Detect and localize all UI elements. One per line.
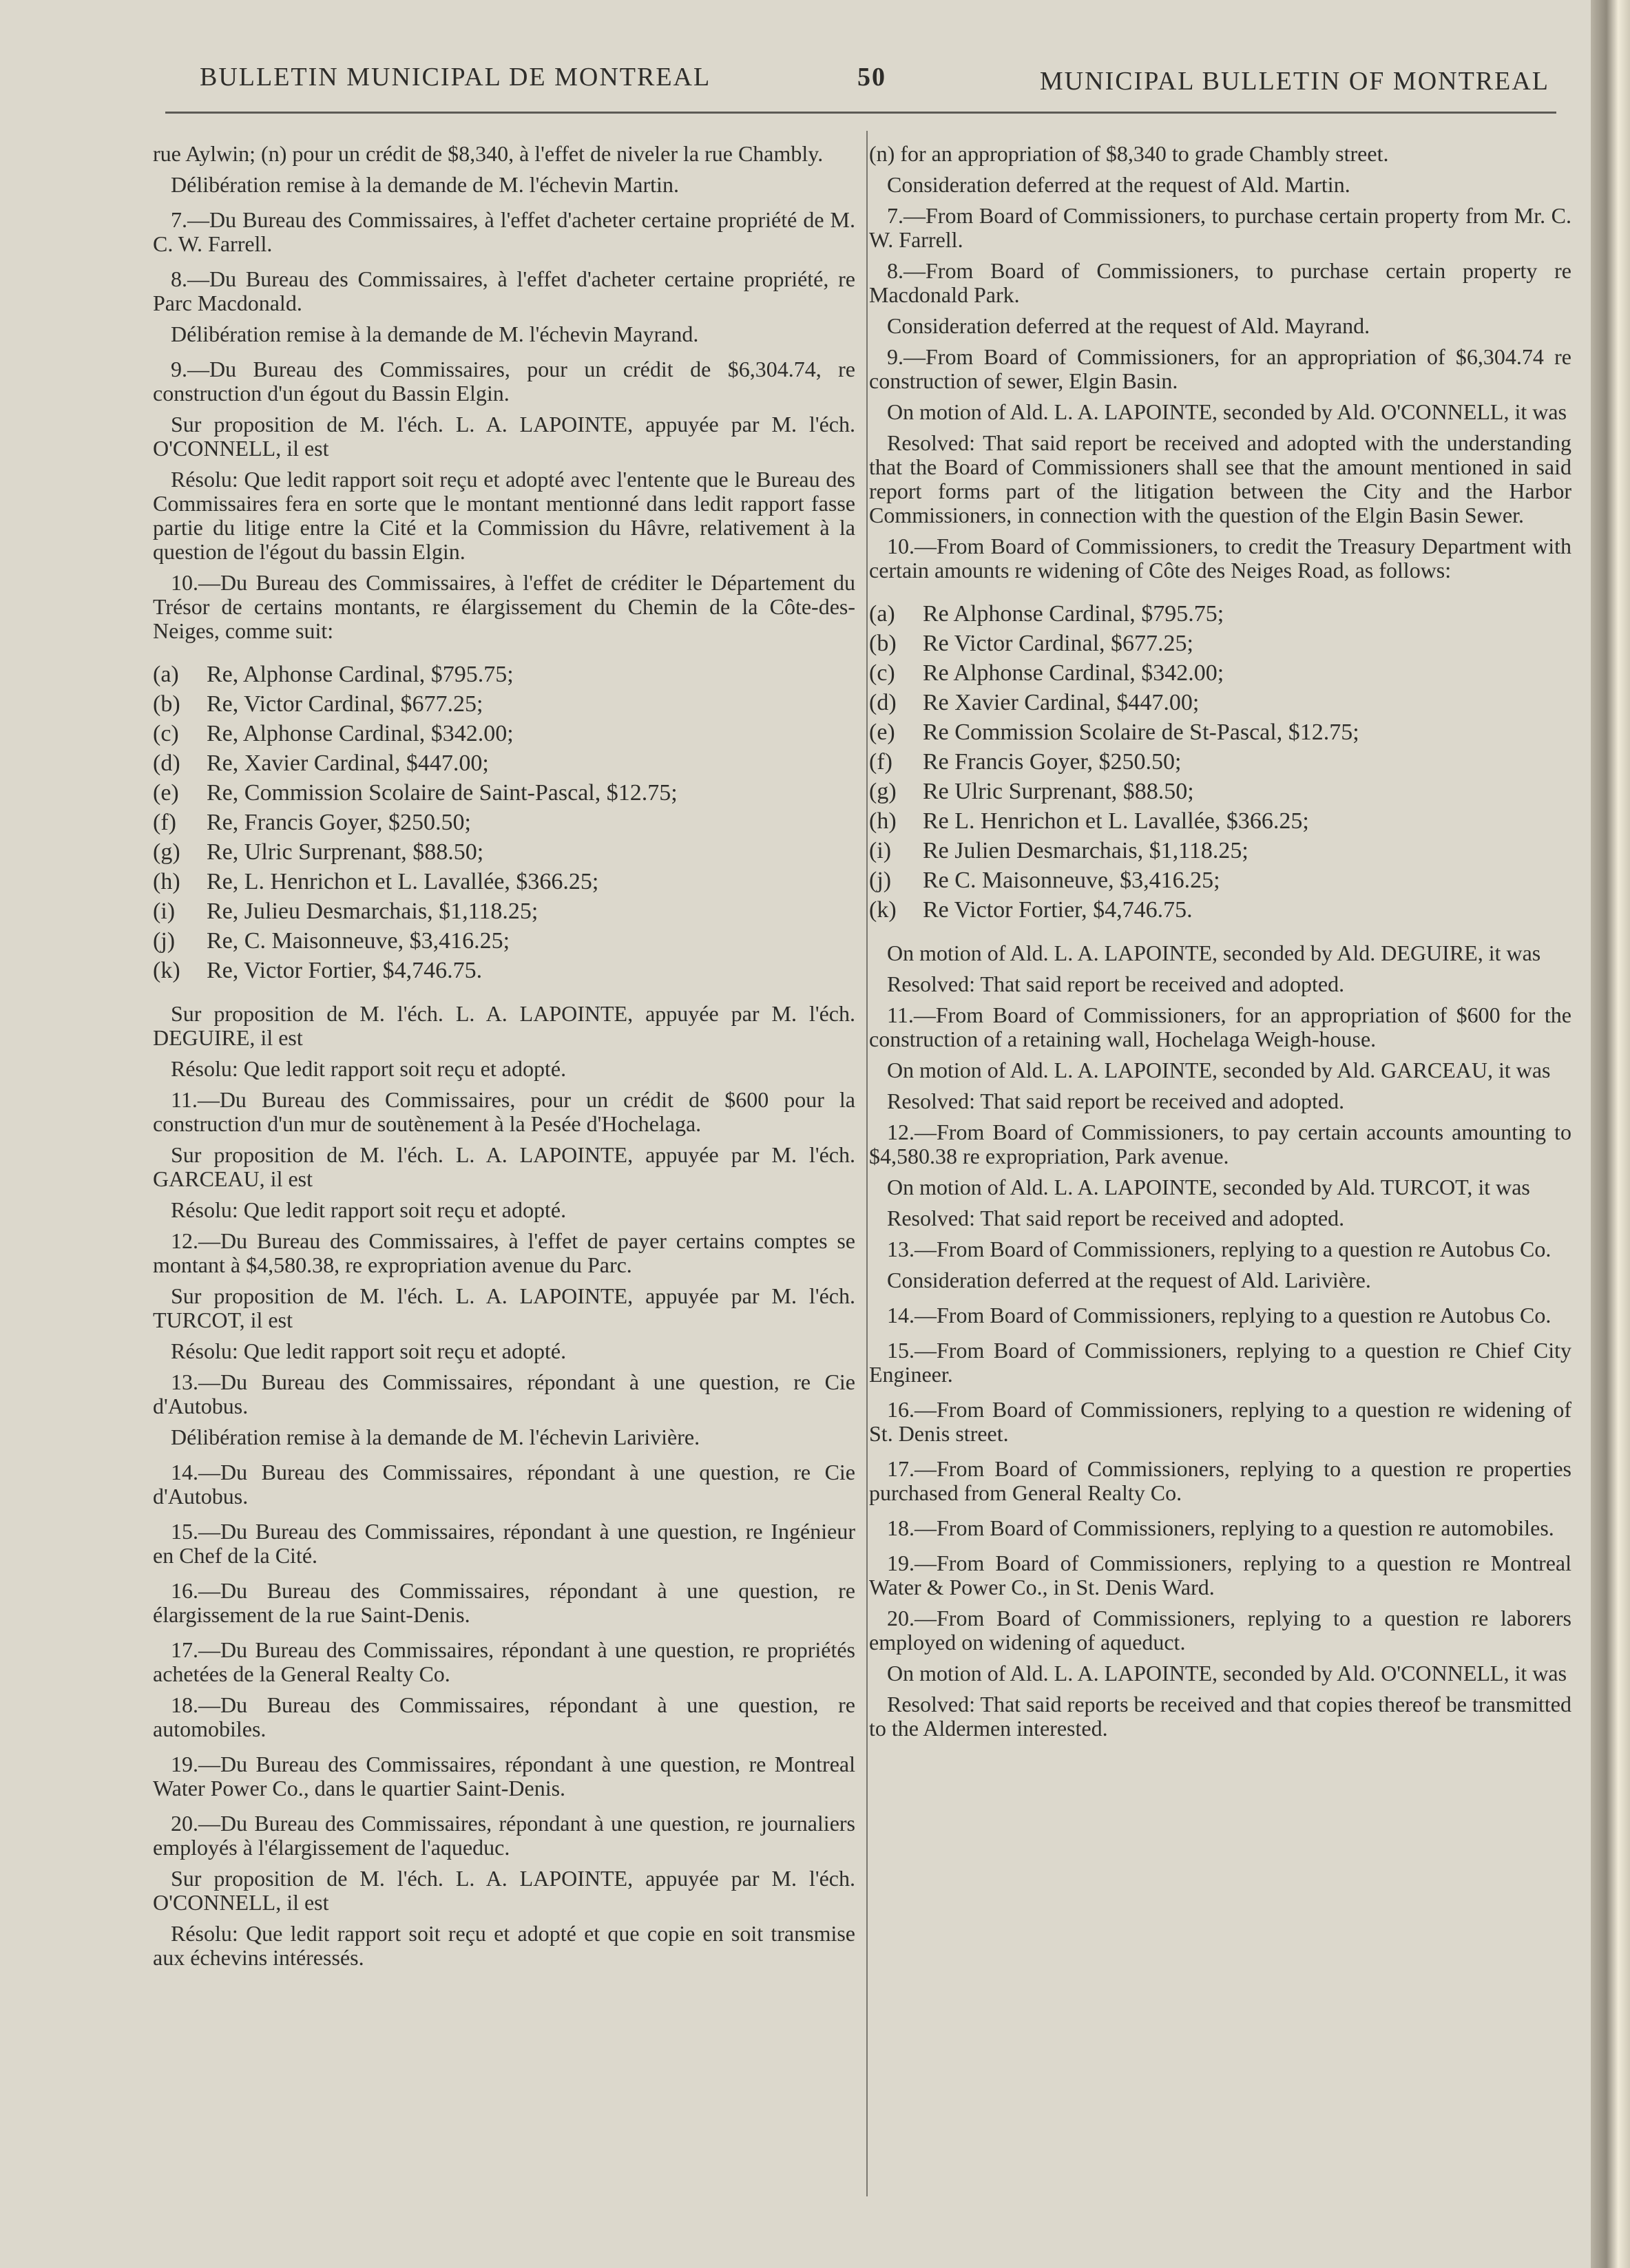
paragraph: Sur proposition de M. l'éch. L. A. LAPOINTE, appuyée par M. l'éch. O'CONNELL, il est — [153, 412, 855, 461]
paragraph: 16.—From Board of Commissioners, replying to a question re widening of St. Denis street. — [869, 1397, 1571, 1446]
amounts-list-english — [869, 599, 1571, 925]
paragraph: Resolved: That said report be received and adopted. — [887, 972, 1345, 996]
list-item: (k) Re, Victor Fortier, $4,746.75. — [153, 958, 483, 983]
header-rule — [165, 112, 1556, 114]
paragraph: Sur proposition de M. l'éch. L. A. LAPOINTE, appuyée par M. l'éch. DEGUIRE, il est — [153, 1001, 855, 1050]
paragraph: 9.—From Board of Commissioners, for an appropriation of $6,304.74 re construction of sewer, Elgin Basin. — [869, 344, 1571, 393]
paragraph: Sur proposition de M. l'éch. L. A. LAPOINTE, appuyée par M. l'éch. O'CONNELL, il est — [153, 1866, 855, 1915]
list-item: (a) Re Alphonse Cardinal, $795.75; — [869, 601, 1224, 627]
paragraph: 12.—Du Bureau des Commissaires, à l'effet de payer certains comptes se montant à $4,580.38, re expropriation avenue du Parc. — [153, 1228, 855, 1277]
paragraph: 7.—Du Bureau des Commissaires, à l'effet d'acheter certaine propriété de M. C. W. Farrell. — [153, 207, 855, 256]
paragraph: Résolu: Que ledit rapport soit reçu et adopté avec l'entente que le Bureau des Commissaires fera en sorte que le montant mentionné dans ledit rapport fasse partie du litige entre la Cité et la Commission du Hâvre, relativement à la question de l'égout du bassin Elgin. — [153, 467, 855, 564]
paragraph: Résolu: Que ledit rapport soit reçu et adopté. — [171, 1338, 567, 1363]
list-item: (g) Re Ulric Surprenant, $88.50; — [869, 779, 1194, 804]
english-column — [869, 142, 1571, 1747]
paragraph: 12.—From Board of Commissioners, to pay certain accounts amounting to $4,580.38 re expropriation, Park avenue. — [869, 1120, 1571, 1168]
paragraph: Resolved: That said report be received and adopted. — [887, 1206, 1345, 1230]
paragraph: Consideration deferred at the request of Ald. Martin. — [887, 172, 1350, 197]
page-edge — [1591, 0, 1630, 2268]
paragraph: Délibération remise à la demande de M. l'échevin Larivière. — [171, 1425, 700, 1449]
list-item: (j) Re C. Maisonneuve, $3,416.25; — [869, 868, 1220, 893]
paragraph: 15.—From Board of Commissioners, replying to a question re Chief City Engineer. — [869, 1338, 1571, 1387]
list-item: (b) Re, Victor Cardinal, $677.25; — [153, 691, 483, 717]
paragraph: On motion of Ald. L. A. LAPOINTE, seconded by Ald. DEGUIRE, it was — [887, 941, 1541, 965]
paragraph: Résolu: Que ledit rapport soit reçu et adopté et que copie en soit transmise aux échevins intéressés. — [153, 1921, 855, 1970]
list-item: (i) Re Julien Desmarchais, $1,118.25; — [869, 838, 1248, 863]
paragraph: 20.—From Board of Commissioners, replying to a question re laborers employed on widening of aqueduct. — [869, 1606, 1571, 1655]
paragraph: Résolu: Que ledit rapport soit reçu et adopté. — [171, 1197, 567, 1222]
list-item: (h) Re L. Henrichon et L. Lavallée, $366.25; — [869, 808, 1309, 834]
paragraph: 16.—Du Bureau des Commissaires, répondant à une question, re élargissement de la rue Saint-Denis. — [153, 1578, 855, 1627]
paragraph: 17.—From Board of Commissioners, replying to a question re properties purchased from General Realty Co. — [869, 1456, 1571, 1505]
paragraph: 18.—Du Bureau des Commissaires, répondant à une question, re automobiles. — [153, 1692, 855, 1741]
list-item: (d) Re, Xavier Cardinal, $447.00; — [153, 750, 489, 776]
paragraph: Délibération remise à la demande de M. l'échevin Mayrand. — [171, 322, 699, 346]
paragraph: Consideration deferred at the request of Ald. Larivière. — [887, 1268, 1371, 1292]
paragraph: Resolved: That said reports be received and that copies thereof be transmitted to the Aldermen interested. — [869, 1692, 1571, 1741]
list-item: (e) Re, Commission Scolaire de Saint-Pascal, $12.75; — [153, 780, 678, 806]
list-item: (e) Re Commission Scolaire de St-Pascal, $12.75; — [869, 720, 1359, 745]
paragraph: Consideration deferred at the request of Ald. Mayrand. — [887, 313, 1370, 338]
paragraph: 10.—From Board of Commissioners, to credit the Treasury Department with certain amounts re widening of Côte des Neiges Road, as follows: — [869, 534, 1571, 582]
paragraph: Sur proposition de M. l'éch. L. A. LAPOINTE, appuyée par M. l'éch. TURCOT, il est — [153, 1283, 855, 1332]
paragraph: 17.—Du Bureau des Commissaires, répondant à une question, re propriétés achetées de la General Realty Co. — [153, 1637, 855, 1686]
list-item: (f) Re, Francis Goyer, $250.50; — [153, 810, 471, 835]
list-item: (d) Re Xavier Cardinal, $447.00; — [869, 690, 1200, 715]
list-item: (a) Re, Alphonse Cardinal, $795.75; — [153, 662, 514, 687]
paragraph: 20.—Du Bureau des Commissaires, répondant à une question, re journaliers employés à l'élargissement de l'aqueduc. — [153, 1811, 855, 1860]
list-item: (k) Re Victor Fortier, $4,746.75. — [869, 897, 1193, 923]
french-column — [153, 142, 855, 1977]
page-header — [158, 62, 1549, 110]
paragraph: Délibération remise à la demande de M. l'échevin Martin. — [171, 172, 679, 197]
paragraph: On motion of Ald. L. A. LAPOINTE, seconded by Ald. GARCEAU, it was — [887, 1058, 1551, 1082]
list-item: (c) Re Alphonse Cardinal, $342.00; — [869, 660, 1224, 686]
paragraph: Sur proposition de M. l'éch. L. A. LAPOINTE, appuyée par M. l'éch. GARCEAU, il est — [153, 1142, 855, 1191]
amounts-list-french — [153, 660, 855, 985]
list-item: (j) Re, C. Maisonneuve, $3,416.25; — [153, 928, 510, 954]
paragraph: 9.—Du Bureau des Commissaires, pour un crédit de $6,304.74, re construction d'un égout du Bassin Elgin. — [153, 357, 855, 406]
list-item: (h) Re, L. Henrichon et L. Lavallée, $366.25; — [153, 869, 599, 894]
paragraph: rue Aylwin; (n) pour un crédit de $8,340, à l'effet de niveler la rue Chambly. — [153, 141, 824, 166]
header-title-french: BULLETIN MUNICIPAL DE MONTREAL — [200, 63, 711, 92]
paragraph: 11.—Du Bureau des Commissaires, pour un crédit de $600 pour la construction d'un mur de soutènement à la Pesée d'Hochelaga. — [153, 1087, 855, 1136]
paragraph: 19.—From Board of Commissioners, replying to a question re Montreal Water & Power Co., in St. Denis Ward. — [869, 1551, 1571, 1599]
paragraph: Resolved: That said report be received and adopted with the understanding that the Board of Commissioners shall see that the amount mentioned in said report forms part of the litigation between the City and the Harbor Commissioners, in connection with the question of the Elgin Basin Sewer. — [869, 430, 1571, 527]
list-item: (b) Re Victor Cardinal, $677.25; — [869, 631, 1193, 656]
list-item: (g) Re, Ulric Surprenant, $88.50; — [153, 839, 484, 865]
page-number: 50 — [857, 63, 886, 92]
paragraph: 8.—Du Bureau des Commissaires, à l'effet d'acheter certaine propriété, re Parc Macdonald. — [153, 266, 855, 315]
paragraph: 10.—Du Bureau des Commissaires, à l'effet de créditer le Département du Trésor de certains montants, re élargissement du Chemin de la Côte-des-Neiges, comme suit: — [153, 570, 855, 643]
paragraph: 13.—Du Bureau des Commissaires, répondant à une question, re Cie d'Autobus. — [153, 1369, 855, 1418]
list-item: (f) Re Francis Goyer, $250.50; — [869, 749, 1182, 775]
paragraph: (n) for an appropriation of $8,340 to grade Chambly street. — [869, 141, 1389, 166]
paragraph: 18.—From Board of Commissioners, replying to a question re automobiles. — [887, 1515, 1554, 1540]
paragraph: 7.—From Board of Commissioners, to purchase certain property from Mr. C. W. Farrell. — [869, 203, 1571, 252]
header-title-english: MUNICIPAL BULLETIN OF MONTREAL — [1039, 67, 1549, 96]
column-divider — [866, 131, 868, 2196]
paragraph: 19.—Du Bureau des Commissaires, répondant à une question, re Montreal Water Power Co., dans le quartier Saint-Denis. — [153, 1752, 855, 1800]
list-item: (c) Re, Alphonse Cardinal, $342.00; — [153, 721, 514, 746]
paragraph: 13.—From Board of Commissioners, replying to a question re Autobus Co. — [887, 1237, 1551, 1261]
paragraph: 15.—Du Bureau des Commissaires, répondant à une question, re Ingénieur en Chef de la Cité. — [153, 1519, 855, 1568]
paragraph: Resolved: That said report be received and adopted. — [887, 1089, 1345, 1113]
paragraph: 11.—From Board of Commissioners, for an appropriation of $600 for the construction of a retaining wall, Hochelaga Weigh-house. — [869, 1002, 1571, 1051]
paragraph: On motion of Ald. L. A. LAPOINTE, seconded by Ald. O'CONNELL, it was — [887, 399, 1567, 424]
paragraph: 14.—From Board of Commissioners, replying to a question re Autobus Co. — [887, 1303, 1551, 1327]
list-item: (i) Re, Julieu Desmarchais, $1,118.25; — [153, 899, 539, 924]
paragraph: 14.—Du Bureau des Commissaires, répondant à une question, re Cie d'Autobus. — [153, 1460, 855, 1509]
paragraph: On motion of Ald. L. A. LAPOINTE, seconded by Ald. O'CONNELL, it was — [887, 1661, 1567, 1686]
paragraph: On motion of Ald. L. A. LAPOINTE, seconded by Ald. TURCOT, it was — [887, 1175, 1530, 1199]
paragraph: 8.—From Board of Commissioners, to purchase certain property re Macdonald Park. — [869, 258, 1571, 307]
paragraph: Résolu: Que ledit rapport soit reçu et adopté. — [171, 1056, 567, 1081]
